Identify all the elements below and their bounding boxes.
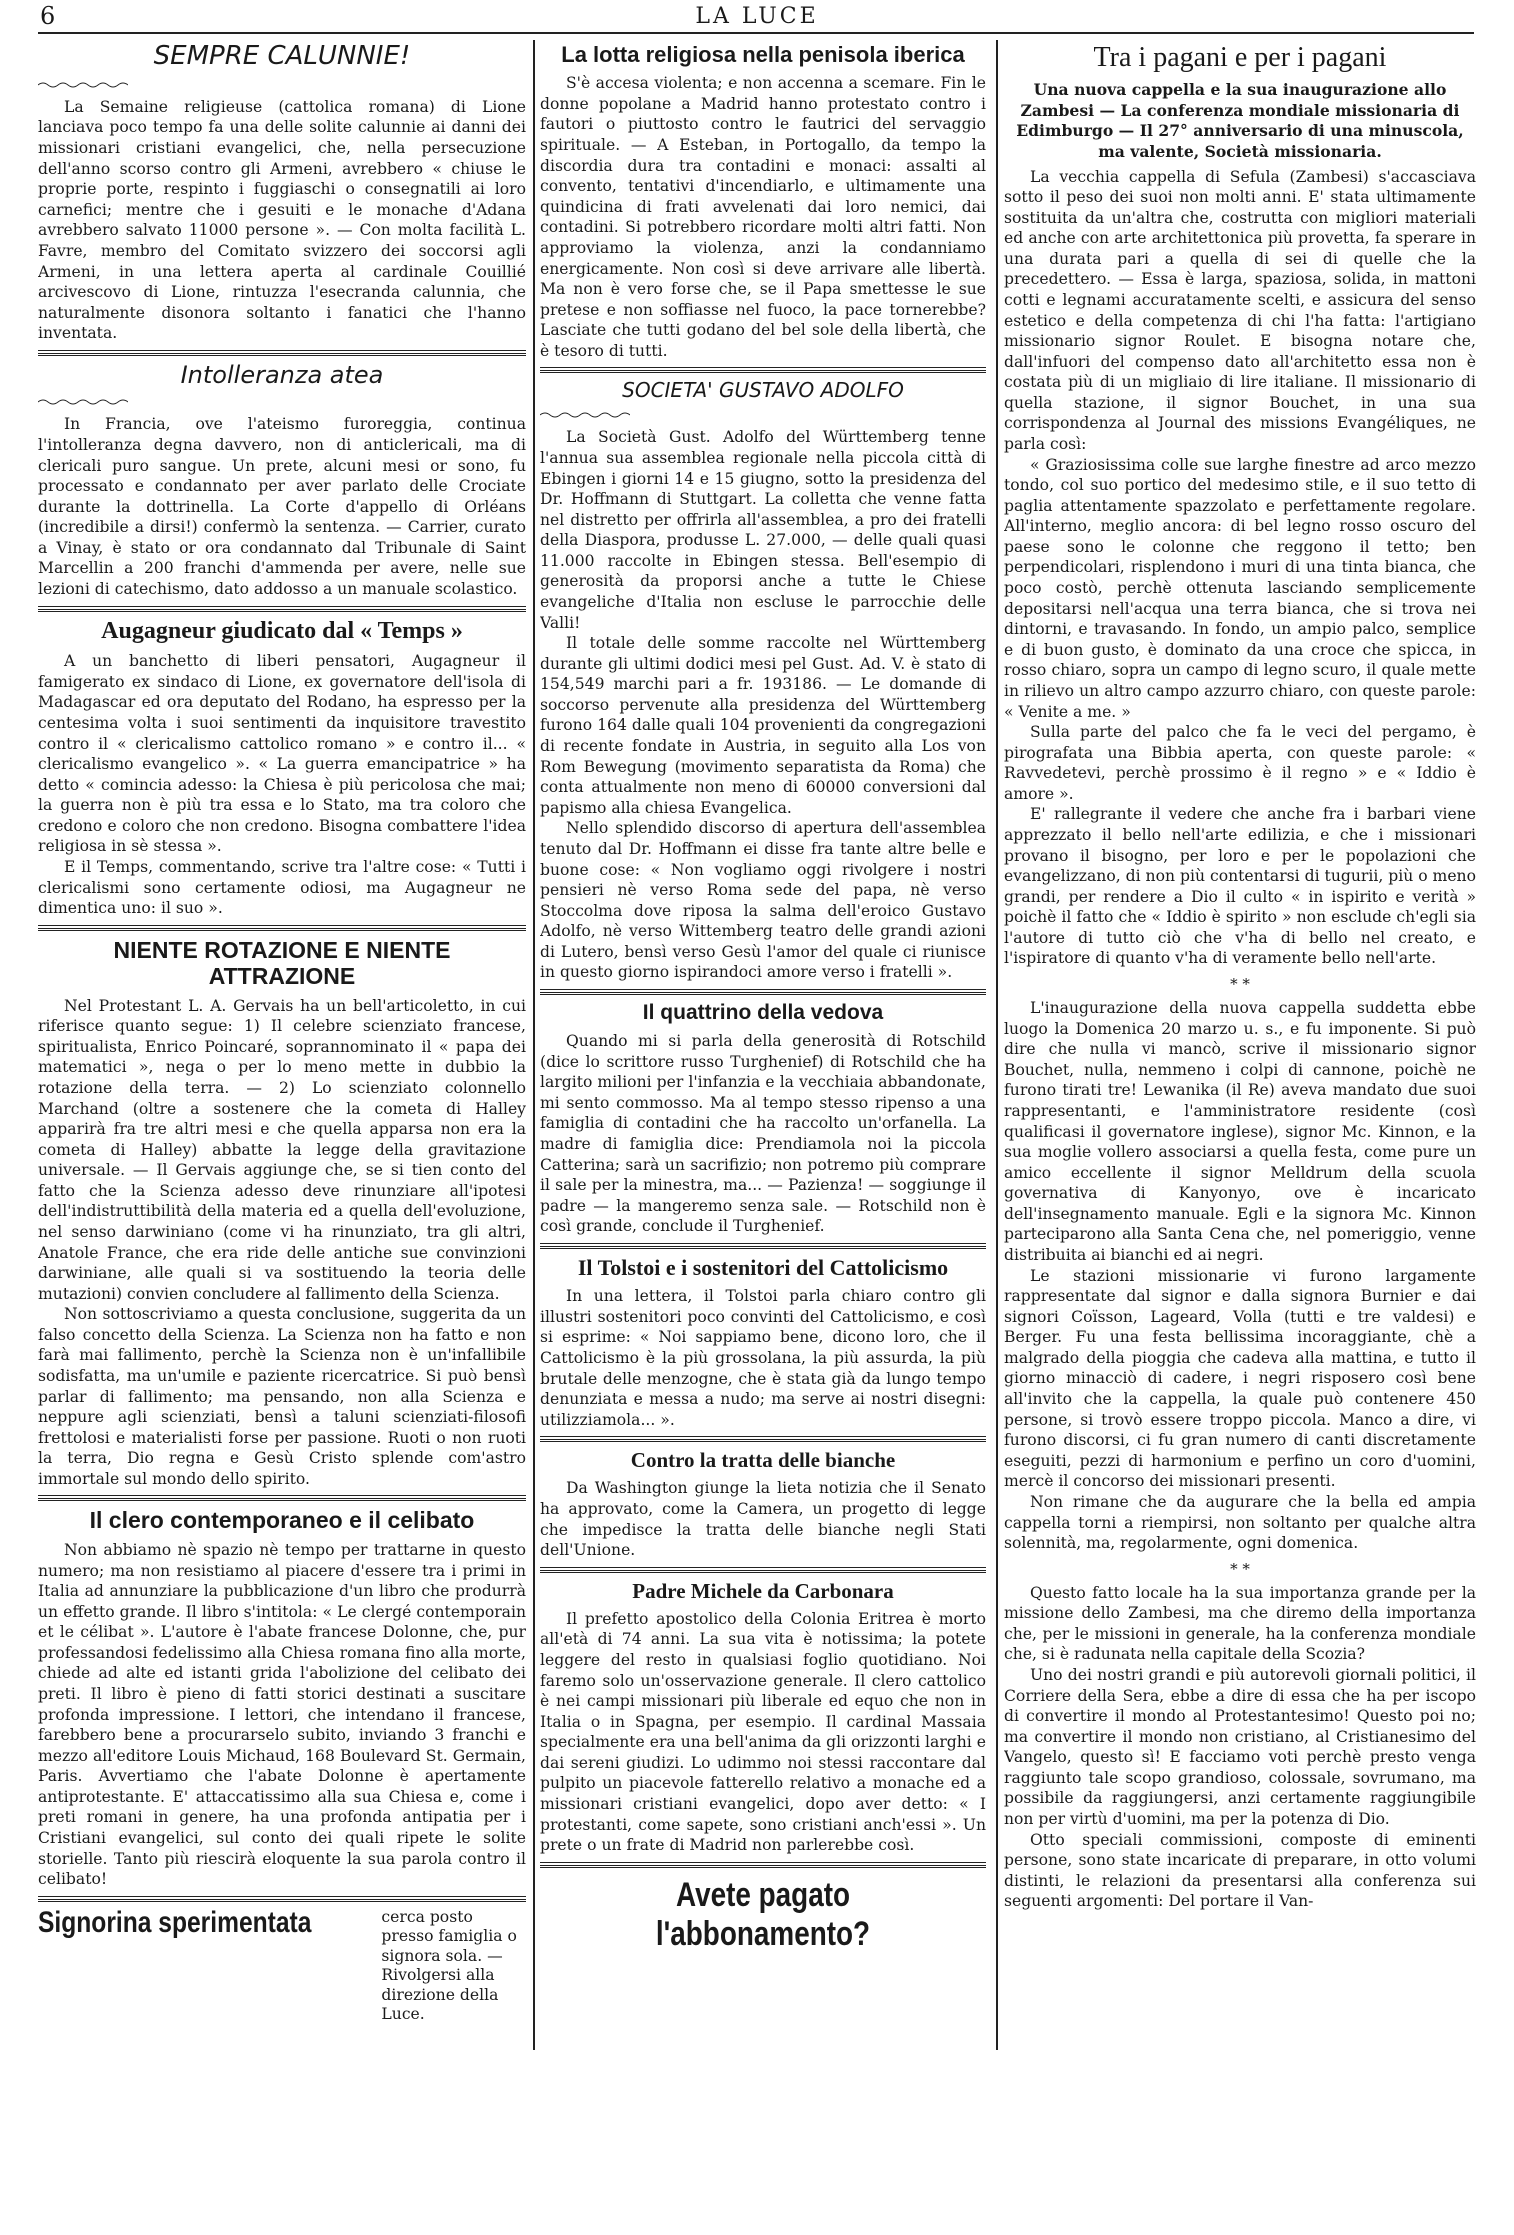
article-separator bbox=[38, 606, 526, 612]
article-title: Padre Michele da Carbonara bbox=[632, 1578, 894, 1603]
paragraph: Non abbiamo nè spazio nè tempo per trattarne in questo numero; ma non resistiamo al piacere d'essere tra i primi in Italia ad annunziare la pubblicazione d'un libro che produrrà un effetto grande. Il libro s'intitola: « Le clergé contemporain et le célibat ». L'autore è l'abate francese Dolonne, che, pur professandosi fedelissimo alla Chiesa romana fino alla morte, chiede ad alte ed istanti grida l'abolizione del celibato dei preti. Il libro è pieno di fatti storici destinati a suscitare profonda impressione. I lettori, che intendano il francese, farebbero bene a procurarselo subito, inviando 3 franchi e mezzo all'editore Louis Michaud, 168 Boulevard St. Germain, Paris. Avvertiamo che l'abate Dolonne è apertamente antiprotestante. E' attaccatissimo alla sua Chiesa e, come i preti romani in genere, ha una profonda antipatia per i Cristiani evangelici, sul conto dei quali ripete le solite storielle. Tanto più riescirà eloquente la sua parola contro il celibato! bbox=[38, 1540, 526, 1889]
article-separator bbox=[540, 1243, 986, 1249]
paragraph: « Graziosissima colle sue larghe finestre ad arco mezzo tondo, col suo portico del medesimo stile, e il suo tetto di paglia attentamente spazzolato e perfettamente regolare. All'interno, meglio ancora: di bel legno rosso oscuro del paese sono le colonne che reggono il tetto; ben perpendicolari, risplendono i muri di una tinta bianca, che poco costò, perchè ottenuta lasciando semplicemente depositarsi nell'acqua una terra bianca, che si trova nei dintorni, e travasando. In fondo, un ampio palco, semplice e di buon gusto, è dominato da una croce che spicca, in rosso chiaro, sopra un campo di legno scuro, il quale mette in rilievo un altro campo azzurro chiaro, con queste parole: « Venite a me. » bbox=[1004, 455, 1476, 721]
article-title: SOCIETA' GUSTAVO ADOLFO bbox=[622, 378, 904, 403]
paragraph: In Francia, ove l'ateismo furoreggia, continua l'intolleranza degna davvero, non di anticlericali, ma di clericali puro sangue. Un prete, alcuni mesi or sono, fu processato e condannato per aver parlato delle Crociate durante la dottrinella. La Corte d'appello di Orléans (incredibile a dirsi!) confermò la sentenza. — Carrier, curato a Vinay, è stato or ora condannato dal Tribunale di Saint Marcellin a 200 franchi d'ammenda per avere, nelle sue lezioni di catechismo, dato addosso a un manuale scolastico. bbox=[38, 415, 526, 599]
paragraph: Non sottoscriviamo a questa conclusione, suggerita da un falso concetto della Scienza. La Scienza non ha fatto e non farà mai fallimento, perchè la Scienza non è un'infallibile sodisfatta, ma un'umile e paziente ricercatrice. Si può bensì parlar di fallimento; ma pensando, non alla Scienza e neppure agli scienziati, bensì a taluni scienziati-filosofi frettolosi e materialisti forse per passione. Ruoti o non ruoti la terra, Dio regna e Gesù Cristo splende com'astro immortale sul mondo dello spirito. bbox=[38, 1305, 526, 1488]
section-conferenza bbox=[1004, 1583, 1476, 1912]
article-title: SEMPRE CALUNNIE! bbox=[153, 41, 411, 71]
paragraph: In una lettera, il Tolstoi parla chiaro contro gli illustri sostenitori poco convinti del Cattolicismo, e così si esprime: « Noi sappiamo bene, dicono loro, che il Cattolicismo è la più grossolana, la più assurda, la più brutale delle menzogne, che è stata già da lungo tempo denunziata e messa a nudo; ma serve ai nostri disegni: utilizziamola... ». bbox=[540, 1287, 986, 1429]
article-separator bbox=[540, 989, 986, 995]
article bbox=[38, 1507, 526, 1889]
column-divider-right bbox=[996, 40, 998, 2050]
paragraph: Otto speciali commissioni, composte di eminenti persone, sono state incaricate di preparare, in otto volumi distinti, le relazioni da presentarsi alla conferenza sui seguenti argomenti: Del portare il Van- bbox=[1004, 1830, 1476, 1911]
section-stars: * * bbox=[1230, 1559, 1250, 1578]
article-separator bbox=[540, 1567, 986, 1573]
article-separator bbox=[38, 925, 526, 931]
article-title: Augagneur giudicato dal « Temps » bbox=[101, 617, 463, 644]
paragraph: Il prefetto apostolico della Colonia Eritrea è morto all'età di 74 anni. La sua vita è notissima; la potete leggere del resto in qualsiasi foglio quotidiano. Noi faremo solo un'osservazione generale. Il clero cattolico è nei campi missionari più liberale ed equo che non in Italia o in Spagna, per esempio. Il cardinal Massaia specialmente era una bell'anima da gli orizzonti larghi e dai sereni giudizi. Lo udimmo noi stessi raccontare dal pulpito un piacevole fatterello relativo a monache ed a missionari cristiani evangelici, dopo aver detto: « I protestanti, come sapete, sono cristiani anch'essi ». Un prete o un frate di Madrid non parlerebbe così. bbox=[540, 1609, 986, 1855]
paragraph: S'è accesa violenta; e non accenna a scemare. Fin le donne popolane a Madrid hanno protestato contro i fautori o piuttosto contro le fautrici del servaggio spirituale. — A Esteban, in Portogallo, da tempo la discordia dura tra contadini e monaci: assalti al convento, tentativi d'incendiarlo, e ultimamente una quindicina di frati avvelenati dai loro nemici, dai contadini. Si potrebbero ricordare molti altri fatti. Non approviamo la violenza, anzi la condanniamo energicamente. Non così si deve arrivare alle libertà. Ma non è vero forse che, se il Papa smettesse le sue pretese e non soffiasse nel fuoco, la pace tornerebbe? Lasciate che tutti godano del bel sole della libertà, che è tesoro di tutti. bbox=[540, 74, 986, 360]
paragraph: Non rimane che da augurare che la bella ed ampia cappella torni a riempirsi, non soltanto per qualche altra solennità, ma, regolarmente, ogni domenica. bbox=[1004, 1492, 1476, 1553]
article bbox=[38, 618, 526, 919]
article-separator bbox=[540, 1436, 986, 1442]
article-separator bbox=[38, 350, 526, 356]
paragraph: Da Washington giunge la lieta notizia che il Senato ha approvato, come la Camera, un progetto di legge che impedisce la tratta delle bianche negli Stati dell'Unione. bbox=[540, 1479, 986, 1560]
column-divider-left bbox=[533, 40, 535, 2050]
article bbox=[38, 937, 526, 1490]
paragraph: E il Temps, commentando, scrive tra l'altre cose: « Tutti i clericalismi sono certamente odiosi, ma Augagneur ne dimentica uno: il suo ». bbox=[38, 858, 526, 918]
article bbox=[540, 42, 986, 361]
article bbox=[38, 362, 526, 600]
subscription-reminder: Avete pagato l'abbonamento? bbox=[655, 1875, 871, 1953]
article-subhead: Una nuova cappella e la sua inaugurazione allo Zambesi — La conferenza mondiale missionaria di Edimburgo — Il 27° anniversario di una minuscola, ma valente, Società missionaria. bbox=[1016, 80, 1464, 161]
paragraph: Quando mi si parla della generosità di Rotschild (dice lo scrittore russo Turghenief) di Rotschild che ha largito milioni per l'infanzia e la vecchiaia abbandonate, mi sento commosso. Ma al tempo stesso ripenso a una famiglia di contadini che ha raccolto un'orfanella. La madre di famiglia dice: Prendiamola noi la piccola Catterina; sarà un sacrifizio; non potremo più comprare il sale per la minestra, ma... — Pazienza! — soggiunge il padre — la mangeremo senza sale. — Rotschild non è così grande, conclude il Turghenief. bbox=[540, 1032, 986, 1236]
article bbox=[540, 1001, 986, 1237]
section-stars: * * bbox=[1230, 975, 1250, 994]
article-separator bbox=[540, 367, 986, 373]
ornament-wave bbox=[38, 398, 128, 406]
article bbox=[38, 42, 526, 344]
article-title: Il Tolstoi e i sostenitori del Cattolicismo bbox=[577, 1254, 949, 1280]
paragraph: Sulla parte del palco che fa le veci del pergamo, è pirografata una Bibbia aperta, con queste parole: « Ravvedetevi, perchè prossimo è il regno » e « Iddio è amore ». bbox=[1004, 723, 1476, 803]
column-right bbox=[1004, 40, 1476, 2160]
article-title: Il quattrino della vedova bbox=[642, 1001, 884, 1024]
article-separator bbox=[38, 1495, 526, 1501]
section-cappella bbox=[1004, 167, 1476, 970]
article bbox=[540, 1255, 986, 1430]
classified-ad bbox=[38, 1905, 526, 2025]
paragraph: Le stazioni missionarie vi furono largamente rappresentate dal signor e dalla signora Burnier e dai signori Coïsson, Lageard, Volla (tutti e tre valdesi) e Berger. Fu una festa bellissima incoraggiante, chè a malgrado della pioggia che cadeva alla mattina, e tutto il giorno minacciò di cadere, i negri risposero così bene all'invito che la cappella, la quale può contenere 450 persone, si trovò essere troppo piccola. Manco a dire, vi furono discorsi, ci fu gran numero di canti discretamente eseguiti, pezzi di harmonium e perfino un coro d'uomini, mercè il concorso dei missionari presenti. bbox=[1004, 1266, 1476, 1491]
article-title: Contro la tratta delle bianche bbox=[630, 1448, 896, 1473]
ornament-wave bbox=[540, 411, 630, 419]
article-separator bbox=[540, 1862, 986, 1868]
article-separator bbox=[38, 1896, 526, 1902]
article bbox=[540, 379, 986, 983]
masthead: LA LUCE bbox=[695, 4, 819, 29]
paragraph: Uno dei nostri grandi e più autorevoli giornali politici, il Corriere della Sera, ebbe a dire di essa che ha per iscopo di convertire il mondo al Protestantesimo! Questo poi no; ma convertire il mondo non cristiano, al Cristianesimo del Vangelo, questo sì! E facciamo voti perchè presto venga raggiunto tale scopo grandioso, colossale, sovrumano, ma possibile da raggiungersi, anzi certamente raggiungibile non per virtù d'uomini, ma per la potenza di Dio. bbox=[1004, 1665, 1476, 1829]
section-inaugurazione bbox=[1004, 998, 1476, 1554]
article-title: Tra i pagani e per i pagani bbox=[1093, 42, 1387, 73]
article bbox=[540, 1579, 986, 1856]
paragraph: La vecchia cappella di Sefula (Zambesi) s'accasciava sotto il peso dei suoi non molti anni. E' stata ultimamente sostituita da un'altra che, costrutta con migliori materiali ed anche con arte architettonica più provetta, fa sperare in una durata pari a quella di sei di quelle che la precedettero. — Essa è larga, spaziosa, solida, in mattoni cotti e legnami accuratamente scelti, e assicura del senso estetico e della competenza di chi l'ha fatta: l'artigiano missionario signor Roulet. E bisogna notare che, dall'infuori del compenso dato all'architetto essa non è costata più di un migliaio di lire italiane. Il missionario di quella stazione, il signor Bouchet, in una sua corrispondenza al Journal des missions Evangéliques, ne parla così: bbox=[1004, 167, 1476, 454]
article bbox=[540, 1448, 986, 1560]
article-title: Il clero contemporaneo e il celibato bbox=[89, 1507, 475, 1534]
paragraph: A un banchetto di liberi pensatori, Augagneur il famigerato ex sindaco di Lione, ex governatore dell'isola di Madagascar ed ora deputato del Rodano, ha espresso per la centesima volta i suoi sentimenti da inquisitore travestito contro il « clericalismo cattolico romano » e contro il... « clericalismo evangelico ». « La guerra emancipatrice » ha detto « comincia adesso: la Chiesa è più pericolosa che mai; la guerra non è più tra essa e lo Stato, ma tra coloro che credono e coloro che non credono. Bisogna combattere l'idea religiosa in sè stessa ». bbox=[38, 652, 526, 856]
paragraph: Il totale delle somme raccolte nel Württemberg durante gli ultimi dodici mesi pel Gust. Ad. V. è stato di 154,549 marchi pari a fr. 193186. — Le domande di soccorso pervenute alla presidenza del Württemberg furono 164 dalle quali 104 provenienti da congregazioni di recente fondate in Austria, in seguito alla Los von Rom Bewegung (movimento separatista da Roma) che conta attualmente non meno di 60000 conversioni dal papismo alla chiesa Evangelica. bbox=[540, 634, 986, 817]
page-number: 6 bbox=[40, 2, 56, 30]
article-pagani bbox=[1004, 42, 1476, 1912]
ad-text: cerca posto presso famiglia o signora sola. — Rivolgersi alla direzione della Luce. bbox=[381, 1907, 517, 2024]
paragraph: L'inaugurazione della nuova cappella suddetta ebbe luogo la Domenica 20 marzo u. s., e fu imponente. Si può dire che nulla vi mancò, scrive il missionario signor Bouchet, nulla, nemmeno i colpi di cannone, poichè ne furono tirati tre! Lewanika (il Re) aveva mandato due suoi rappresentanti, e l'amministratore residente (così qualificasi il governatore inglese), signor Mc. Kinnon, e la sua moglie vollero associarsi a quella festa, come pure un amico eccellente il signor Melldrum della scuola governativa di Kanyonyo, ove è incaricato dell'insegnamento manuale. Egli e la signora Mc. Kinnon parteciparono alla Santa Cena che, nel pomeriggio, venne distribuita ai bianchi ed ai negri. bbox=[1004, 999, 1476, 1264]
paragraph: La Semaine religieuse (cattolica romana) di Lione lanciava poco tempo fa una delle solite calunnie ai danni dei missionari cristiani evangelici, che, nella persecuzione dell'anno scorso contro gli Armeni, avrebbero « chiuse le proprie porte, respinto i fuggiaschi o consegnatili ai loro carnefici; mentre che i gesuiti e le monache d'Adana avrebbero salvato 11000 persone ». — Con molta facilità L. Favre, membro del Comitato svizzero dei soccorsi agli Armeni, in una lettera aperta al cardinale Couillié arcivescovo di Lione, rintuzza l'esecranda calunnia, che naturalmente disonora soltanto i fanatici che l'hanno inventata. bbox=[38, 97, 526, 343]
paragraph: Questo fatto locale ha la sua importanza grande per la missione dello Zambesi, ma che diremo della importanza che, per le missioni in generale, ha la conferenza mondiale che, si è radunata nella capitale della Scozia? bbox=[1004, 1583, 1476, 1664]
article-title: NIENTE ROTAZIONE E NIENTE ATTRAZIONE bbox=[113, 936, 451, 990]
header-rule bbox=[38, 32, 1474, 34]
ad-headline: Signorina sperimentata bbox=[38, 1905, 312, 1939]
paragraph: Nello splendido discorso di apertura dell'assemblea tenuto dal Dr. Hoffmann ei disse fra tante altre belle e buone cose: « Non vogliamo oggi rivolgere i nostri pensieri nè verso Roma sede del papa, nè verso Stoccolma dove riposa la salma dell'eroico Gustavo Adolfo, nè verso Wittemberg teatro delle grandi azioni di Lutero, bensì verso Gesù l'amor del quale ci riunisce in questo giorno ispirandoci amore verso i fratelli ». bbox=[540, 819, 986, 982]
column-middle bbox=[540, 40, 986, 2160]
paragraph: Nel Protestant L. A. Gervais ha un bell'articoletto, in cui riferisce quanto segue: 1) Il celebre scienziato francese, spiritualista, Enrico Poincaré, soprannominato il « papa dei matematici », nega o per lo meno mette in dubbio la rotazione della terra. — 2) Lo scienziato colonnello Marchand (oltre a sostenere che la cometa di Halley apparirà fra tre altri mesi e che quella apparsa non era la cometa di Halley) abbatte la legge della gravitazione universale. — Il Gervais aggiunge che, se si tien conto del fatto che la Scienza adesso deve rinunziare all'ipotesi dell'indistruttibilità della materia ed a quella dell'evoluzione, nel senso darwiniano (come vi ha rinunziato, tra gli altri, Anatole France, che era ride delle antiche sue convinzioni darwiniane, alle quali si va sostituendo la teoria delle mutazioni) convien concludere al fallimento della Scienza. bbox=[38, 996, 526, 1303]
paragraph: E' rallegrante il vedere che anche fra i barbari viene apprezzato il bello nell'arte edilizia, e che i missionari provano il bisogno, per loro e per le popolazioni che evangelizzano, di non più contentarsi di tugurii, più o meno grandi, per rendere a Dio il culto « in ispirito e verità » poichè il fatto che « Iddio è spirito » non esclude ch'egli sia l'autore di tutto ciò che v'ha di bello nel creato, e l'ispiratore di quanto v'ha di veramente bello nell'arte. bbox=[1004, 805, 1476, 968]
column-left bbox=[38, 40, 526, 2210]
paragraph: La Società Gust. Adolfo del Württemberg tenne l'annua sua assemblea regionale nella piccola città di Ebingen i giorni 14 e 15 giugno, sotto la presidenza del Dr. Hoffmann di Stuttgart. La colletta che venne fatta nel distretto per offrirla all'assemblea, a pro dei fratelli della Diaspora, produsse L. 27.000, — delle quali quasi 11.000 raccolte in Ebingen stessa. Bell'esempio di generosità da proporsi anche a tutte le Chiese evangeliche d'Italia non escluse le parrocchie delle Valli! bbox=[540, 428, 986, 632]
article-title: Intolleranza atea bbox=[180, 360, 384, 389]
ornament-wave bbox=[38, 81, 128, 89]
article-title: La lotta religiosa nella penisola iberica bbox=[561, 42, 965, 67]
